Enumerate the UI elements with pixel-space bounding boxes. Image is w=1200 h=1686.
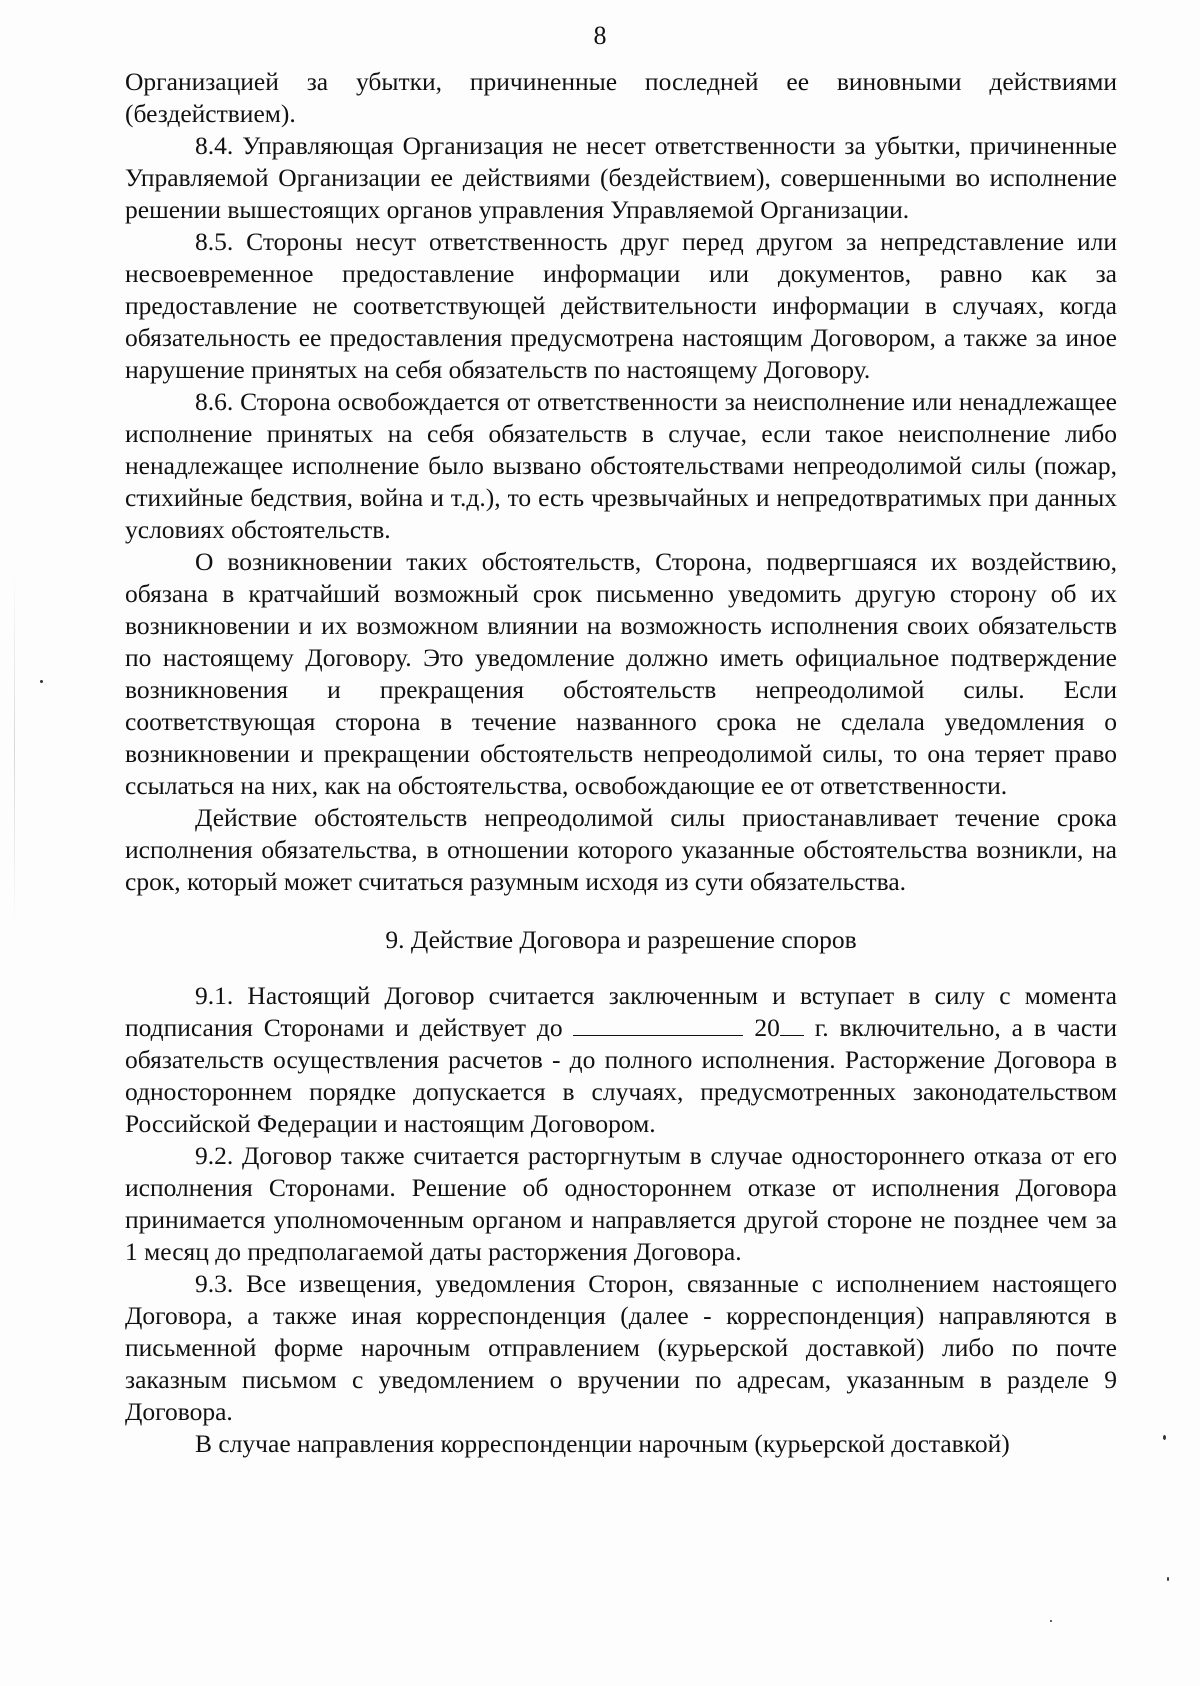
year-prefix: 20	[743, 1013, 780, 1042]
paragraph-8-5: 8.5. Стороны несут ответственность друг перед другом за непредставление или несвоевременное предоставление информации или документов, равно как за предоставление не соответствующей действительности информации в случаях, когда обязательность ее предоставления предусмотрена настоящим Договором, а также за иное нарушение принятых на себя обязательств по настоящему Договору.	[125, 227, 1117, 384]
year-blank-field	[780, 1015, 804, 1036]
paragraph-9-1-end: г. включительно, а в части обязательств осуществления расчетов - до полного исполнения. Расторжение Договора в одностороннем порядке допускается в случаях, предусмотренных законодательством Российской Федерации и настоящим Договором.	[125, 1013, 1117, 1138]
paragraph-9-1-start: 9.1. Настоящий Договор считается заключенным и вступает в силу с момента подписания Сторонами и действует до	[125, 981, 1117, 1042]
paragraph-courier: В случае направления корреспонденции нарочным (курьерской доставкой)	[195, 1429, 1010, 1458]
scan-speck	[1163, 1435, 1166, 1440]
paragraph-9-2: 9.2. Договор также считается расторгнутым в случае одностороннего отказа от его исполнения Сторонами. Решение об одностороннем отказе от исполнения Договора принимается уполномоченным органом и направляется другой стороне не позднее чем за 1 месяц до предполагаемой даты расторжения Договора.	[125, 1141, 1117, 1266]
page-number: 8	[593, 21, 607, 50]
paragraph-force-majeure-effect: Действие обстоятельств непреодолимой силы приостанавливает течение срока исполнения обязательства, в отношении которого указанные обстоятельства возникли, на срок, который может считаться разумным исходя из сути обязательства.	[125, 803, 1117, 896]
scan-speck	[1167, 1577, 1169, 1581]
scan-speck	[1050, 1620, 1052, 1622]
date-blank-field	[573, 1015, 743, 1036]
section-heading: 9. Действие Договора и разрешение споров	[385, 925, 857, 954]
paragraph-9-1	[125, 980, 1117, 1140]
document-body	[125, 66, 1117, 1460]
paragraph-8-4: 8.4. Управляющая Организация не несет ответственности за убытки, причиненные Управляемой Организации ее действиями (бездействием), совершенными во исполнение решении вышестоящих органов управления Управляемой Организации.	[125, 131, 1117, 224]
paragraph-9-3: 9.3. Все извещения, уведомления Сторон, связанные с исполнением настоящего Договора, а также иная корреспонденция (далее - корреспонденция) направляются в письменной форме нарочным отправлением (курьерской доставкой) либо по почте заказным письмом с уведомлением о вручении по адресам, указанным в разделе 9 Договора.	[125, 1269, 1117, 1426]
scan-margin-shadow	[14, 560, 15, 940]
paragraph-continuation: Организацией за убытки, причиненные последней ее виновными действиями (бездействием).	[125, 67, 1117, 128]
paragraph-8-6: 8.6. Сторона освобождается от ответственности за неисполнение или ненадлежащее исполнение принятых на себя обязательств в случае, если такое неисполнение либо ненадлежащее исполнение было вызвано обстоятельствами непреодолимой силы (пожар, стихийные бедствия, война и т.д.), то есть чрезвычайных и непредотвратимых при данных условиях обстоятельств.	[125, 387, 1117, 544]
scan-speck	[40, 680, 43, 683]
paragraph-force-majeure-notice: О возникновении таких обстоятельств, Сторона, подвергшаяся их воздействию, обязана в кратчайший возможный срок письменно уведомить другую сторону об их возникновении и их возможном влиянии на возможность исполнения своих обязательств по настоящему Договору. Это уведомление должно иметь официальное подтверждение возникновения и прекращения обстоятельств непреодолимой силы. Если соответствующая сторона в течение названного срока не сделала уведомления о возникновении и прекращении обстоятельств непреодолимой силы, то она теряет право ссылаться на них, как на обстоятельства, освобождающие ее от ответственности.	[125, 547, 1117, 800]
